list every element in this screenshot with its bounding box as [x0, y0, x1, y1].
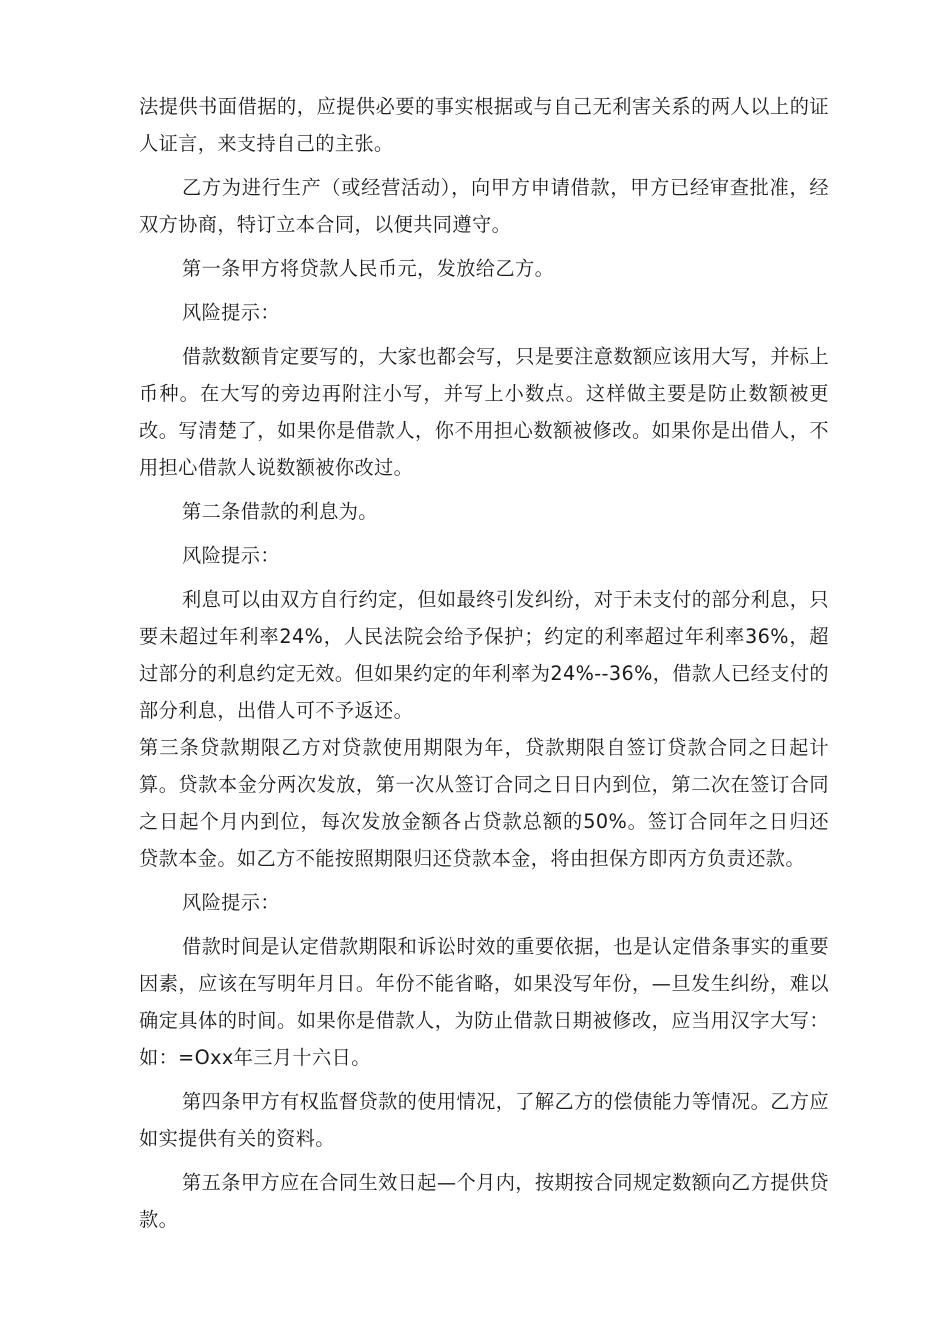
- paragraph-risk-term: 借款时间是认定借款期限和诉讼时效的重要依据，也是认定借条事实的重要因素，应该在写明年月日。年份不能省略，如果没写年份，—旦发生纠纷，难以确定具体的时间。如果你是借款人，为防止借款日期被修改，应当用汉字大写：如：=Oxx年三月十六日。: [139, 935, 829, 1069]
- paragraph-risk-interest: 利息可以由双方自行约定，但如最终引发纠纷，对于未支付的部分利息，只要未超过年利率24%，人民法院会给予保护；约定的利率超过年利率36%，超过部分的利息约定无效。但如果约定的年利率为24%--36%，借款人已经支付的部分利息，出借人可不予返还。: [139, 588, 829, 722]
- risk-heading-3: 风险提示：: [182, 891, 280, 914]
- paragraph-article-5: 第五条甲方应在合同生效日起—个月内，按期按合同规定数额向乙方提供贷款。: [139, 1171, 829, 1231]
- document-body: [139, 88, 829, 1238]
- risk-heading-2: 风险提示：: [182, 544, 280, 567]
- paragraph-article-2: 第二条借款的利息为。: [182, 500, 378, 523]
- paragraph-risk-amount: 借款数额肯定要写的，大家也都会写，只是要注意数额应该用大写，并标上币种。在大写的旁边再附注小写，并写上小数点。这样做主要是防止数额被更改。写清楚了，如果你是借款人，你不用担心数额被修改。如果你是出借人，不用担心借款人说数额被你改过。: [139, 345, 829, 479]
- paragraph-article-3: 第三条贷款期限乙方对贷款使用期限为年，贷款期限自签订贷款合同之日起计算。贷款本金分两次发放，第一次从签订合同之日日内到位，第二次在签订合同之日起个月内到位，每次发放金额各占贷款总额的50%。签订合同年之日归还贷款本金。如乙方不能按照期限归还贷款本金，将由担保方即丙方负责还款。: [139, 736, 829, 870]
- risk-heading-1: 风险提示：: [182, 301, 280, 324]
- paragraph-evidence-note: 法提供书面借据的，应提供必要的事实根据或与自己无利害关系的两人以上的证人证言，来支持自己的主张。: [139, 95, 829, 155]
- paragraph-preamble: 乙方为进行生产（或经营活动），向甲方申请借款，甲方已经审查批准，经双方协商，特订立本合同，以便共同遵守。: [139, 176, 829, 236]
- paragraph-article-4: 第四条甲方有权监督贷款的使用情况，了解乙方的偿债能力等情况。乙方应如实提供有关的资料。: [139, 1090, 829, 1150]
- paragraph-article-1: 第一条甲方将贷款人民币元，发放给乙方。: [182, 257, 555, 280]
